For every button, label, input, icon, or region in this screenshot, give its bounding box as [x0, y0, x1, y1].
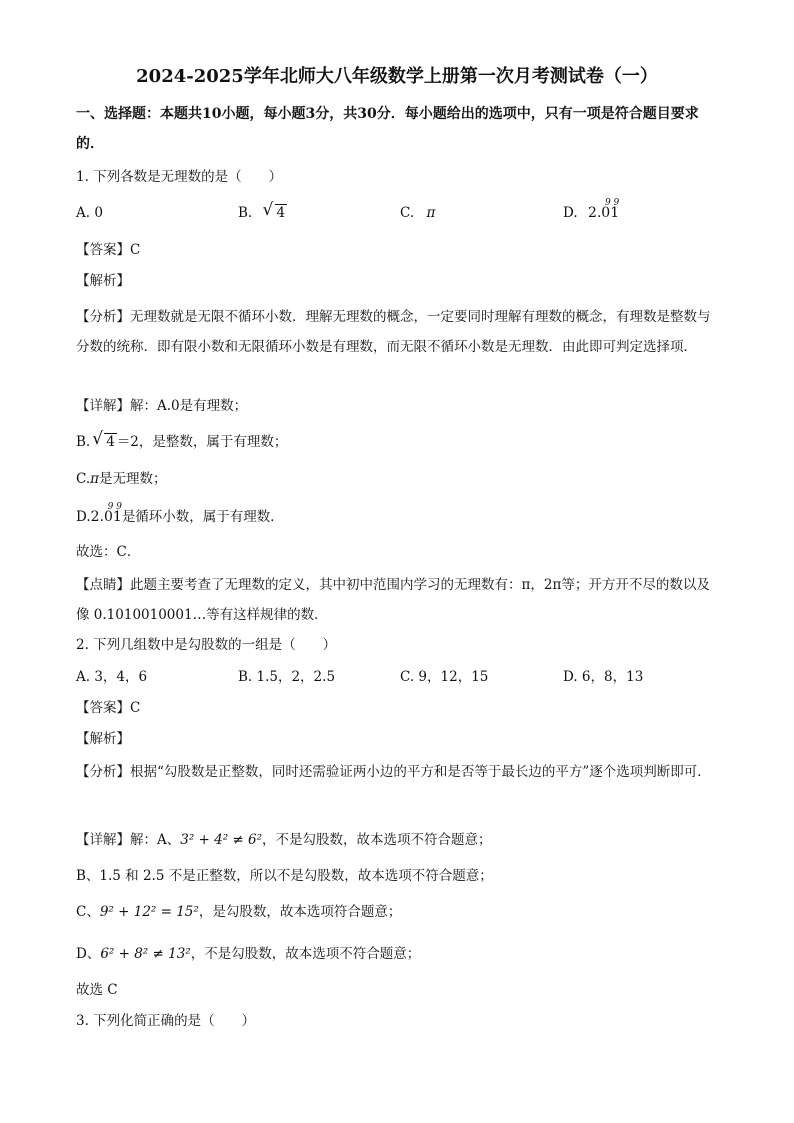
q2-detail-a-expr: 3² + 4² ≠ 6²: [180, 832, 263, 848]
q2-detail-d-expr: 6² + 8² ≠ 13²: [100, 946, 191, 962]
q2-option-c: C. 9，12，15: [400, 669, 489, 685]
q1-option-d: [563, 198, 620, 223]
q1-detail-d-repeating-decimal: [90, 502, 122, 527]
q1-option-b: [238, 203, 287, 223]
q1-detail-b: [76, 432, 287, 452]
q3-stem: 3. 下列化简正确的是（ ）: [76, 1013, 256, 1029]
q1-analysis-fenxi: 【分析】无理数就是无限不循环小数．理解无理数的概念，一定要同时理解有理数的概念，有理数是整数与分数的统称．即有限小数和无限循环小数是有理数，而无限不循环小数是无理数．由此即可判定选择项．: [76, 309, 711, 355]
q1-detail-c-label: C.: [76, 471, 91, 487]
q1-analysis-label: 【解析】: [76, 273, 130, 289]
q1-option-b-radicand: 4: [276, 205, 286, 221]
q2-option-d: D. 6，8，13: [563, 669, 644, 685]
repeat-dots: 9 9: [107, 502, 122, 512]
q1-detail-b-text: ＝2，是整数，属于有理数；: [116, 434, 288, 450]
q1-detail-d-number: 2.01: [90, 509, 122, 525]
q2-choice: 故选 C: [76, 982, 118, 998]
q2-answer: 【答案】C: [76, 700, 141, 716]
q1-detail-c-pi: π: [90, 471, 100, 487]
q1-detail-d: [76, 502, 284, 527]
q1-dianjing: 【点睛】此题主要考查了无理数的定义，其中初中范围内学习的无理数有：π，2π等；开方开不尽的数以及像 0.1010010001…等有这样规律的数．: [76, 577, 710, 623]
q2-option-b: B. 1.5，2，2.5: [238, 669, 336, 685]
q2-detail-a-label: 【详解】解：A、: [76, 832, 181, 848]
q2-detail-c-label: C、: [76, 904, 100, 920]
q1-detail-d-label: D.: [76, 509, 91, 525]
q1-detail-c-text: 是无理数；: [99, 471, 167, 487]
q1-detail-d-text: 是循环小数，属于有理数．: [121, 509, 284, 525]
q2-detail-b: B、1.5 和 2.5 不是正整数，所以不是勾股数，故本选项不符合题意；: [76, 868, 493, 884]
q2-detail-a: [76, 830, 492, 850]
q2-detail-c-text: ，是勾股数，故本选项符合题意；: [198, 904, 402, 920]
q2-option-a: A. 3，4，6: [76, 669, 148, 685]
q1-detail-c: [76, 469, 167, 489]
q1-option-c-label: C.: [400, 205, 415, 221]
q1-choice: 故选：C．: [76, 544, 141, 560]
repeat-dots: 9 9: [604, 198, 620, 208]
q2-stem: 2. 下列几组数中是勾股数的一组是（ ）: [76, 637, 337, 653]
q2-detail-c: [76, 902, 401, 922]
q1-detail-b-radicand: 4: [106, 434, 115, 450]
q2-analysis-fenxi: 【分析】根据“勾股数是正整数，同时还需验证两小边的平方和是否等于最长边的平方”逐个选项判断即可．: [76, 764, 711, 780]
q1-option-c-pi: π: [426, 205, 436, 221]
q1-option-b-label: B.: [238, 205, 253, 221]
q1-answer: 【答案】C: [76, 242, 141, 258]
q1-option-d-number: 2.01: [587, 205, 620, 221]
q2-detail-d-label: D、: [76, 946, 101, 962]
q2-analysis-label: 【解析】: [76, 731, 130, 747]
q1-option-d-repeating-decimal: [587, 198, 620, 223]
q2-detail-c-expr: 9² + 12² = 15²: [99, 904, 199, 920]
sqrt-symbol: [265, 203, 288, 223]
page-title: 2024-2025学年北师大八年级数学上册第一次月考测试卷（一）: [136, 66, 658, 87]
q1-option-a: A. 0: [76, 205, 103, 221]
section-instructions: 一、选择题：本题共10小题，每小题3分，共30分．每小题给出的选项中，只有一项是符合题目要求的．: [76, 106, 699, 152]
q1-detail-b-label: B.: [76, 434, 91, 450]
q2-detail-d: [76, 944, 420, 964]
q2-detail-d-text: ，不是勾股数，故本选项不符合题意；: [190, 946, 421, 962]
q2-detail-a-text: ，不是勾股数，故本选项不符合题意；: [262, 832, 492, 848]
sqrt-symbol: [94, 432, 117, 452]
q1-option-d-label: D.: [563, 205, 578, 221]
q1-stem: 1. 下列各数是无理数的是（ ）: [76, 169, 283, 185]
q1-detail-a: 【详解】解：A.0是有理数；: [76, 398, 248, 414]
q1-option-c: [400, 203, 435, 223]
